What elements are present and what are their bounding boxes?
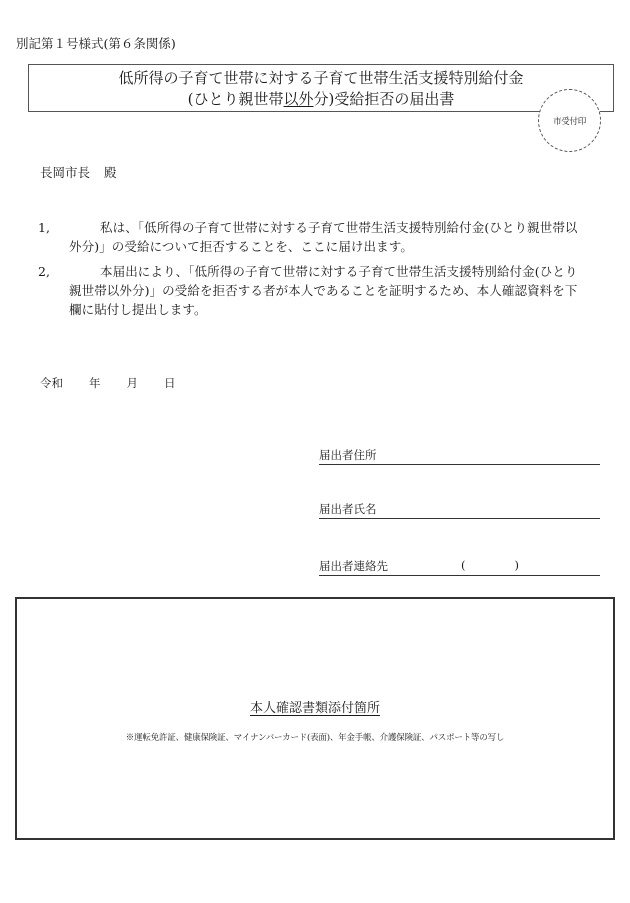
title-line-1: 低所得の子育て世帯に対する子育て世帯生活支援特別給付金 [118,69,524,87]
date-month[interactable]: 月 [126,376,138,390]
contact-field[interactable] [319,558,600,576]
paren-open: ( [461,558,466,572]
address-label: 届出者住所 [319,448,377,462]
address-field[interactable] [319,447,600,465]
date-era: 令和 [40,376,63,390]
stamp-label: 市受付印 [553,117,586,127]
date-day[interactable]: 日 [164,376,176,390]
attachment-title-text: 本人確認書類添付箇所 [249,701,380,716]
document-title [28,64,614,112]
title-line-2-end: 分)受給拒否の届出書 [313,90,455,108]
declaration-item-1 [38,218,586,256]
declaration-item-2 [38,262,586,319]
title-underlined-word: 以外 [283,90,314,108]
attachment-title [17,697,613,716]
date-year[interactable]: 年 [89,376,101,390]
item-text: 私は、「低所得の子育て世帯に対する子育て世帯生活支援特別給付金(ひとり親世帯以外分)」の受給について拒否することを、ここに届け出ます。 [69,220,578,254]
paren-close: ) [514,558,519,572]
item-text: 本届出により、「低所得の子育て世帯に対する子育て世帯生活支援特別給付金(ひとり親世帯以外分)」の受給を拒否する者が本人であることを証明するため、本人確認資料を下欄に貼付し提出します。 [69,264,578,317]
addressee-name: 長岡市長 [40,165,91,180]
name-field[interactable] [319,501,600,519]
reception-stamp-area [538,89,601,152]
name-label: 届出者氏名 [319,502,377,516]
contact-label: 届出者連絡先 [319,559,388,573]
form-number: 別記第１号様式(第６条関係) [16,36,176,51]
date-line [40,375,196,391]
attachment-note: ※運転免許証、健康保険証、マイナンバーカード(表面)、年金手帳、介護保険証、パスポート等の写し [125,733,505,743]
id-document-attachment-box[interactable] [15,597,615,840]
addressee-honorific: 殿 [104,165,117,180]
contact-parentheses [461,558,519,572]
item-number: 2, [38,264,50,279]
item-number: 1, [38,220,50,235]
title-line-2-start: (ひとり親世帯 [187,90,284,108]
title-line-2 [29,89,613,110]
addressee [40,163,117,181]
